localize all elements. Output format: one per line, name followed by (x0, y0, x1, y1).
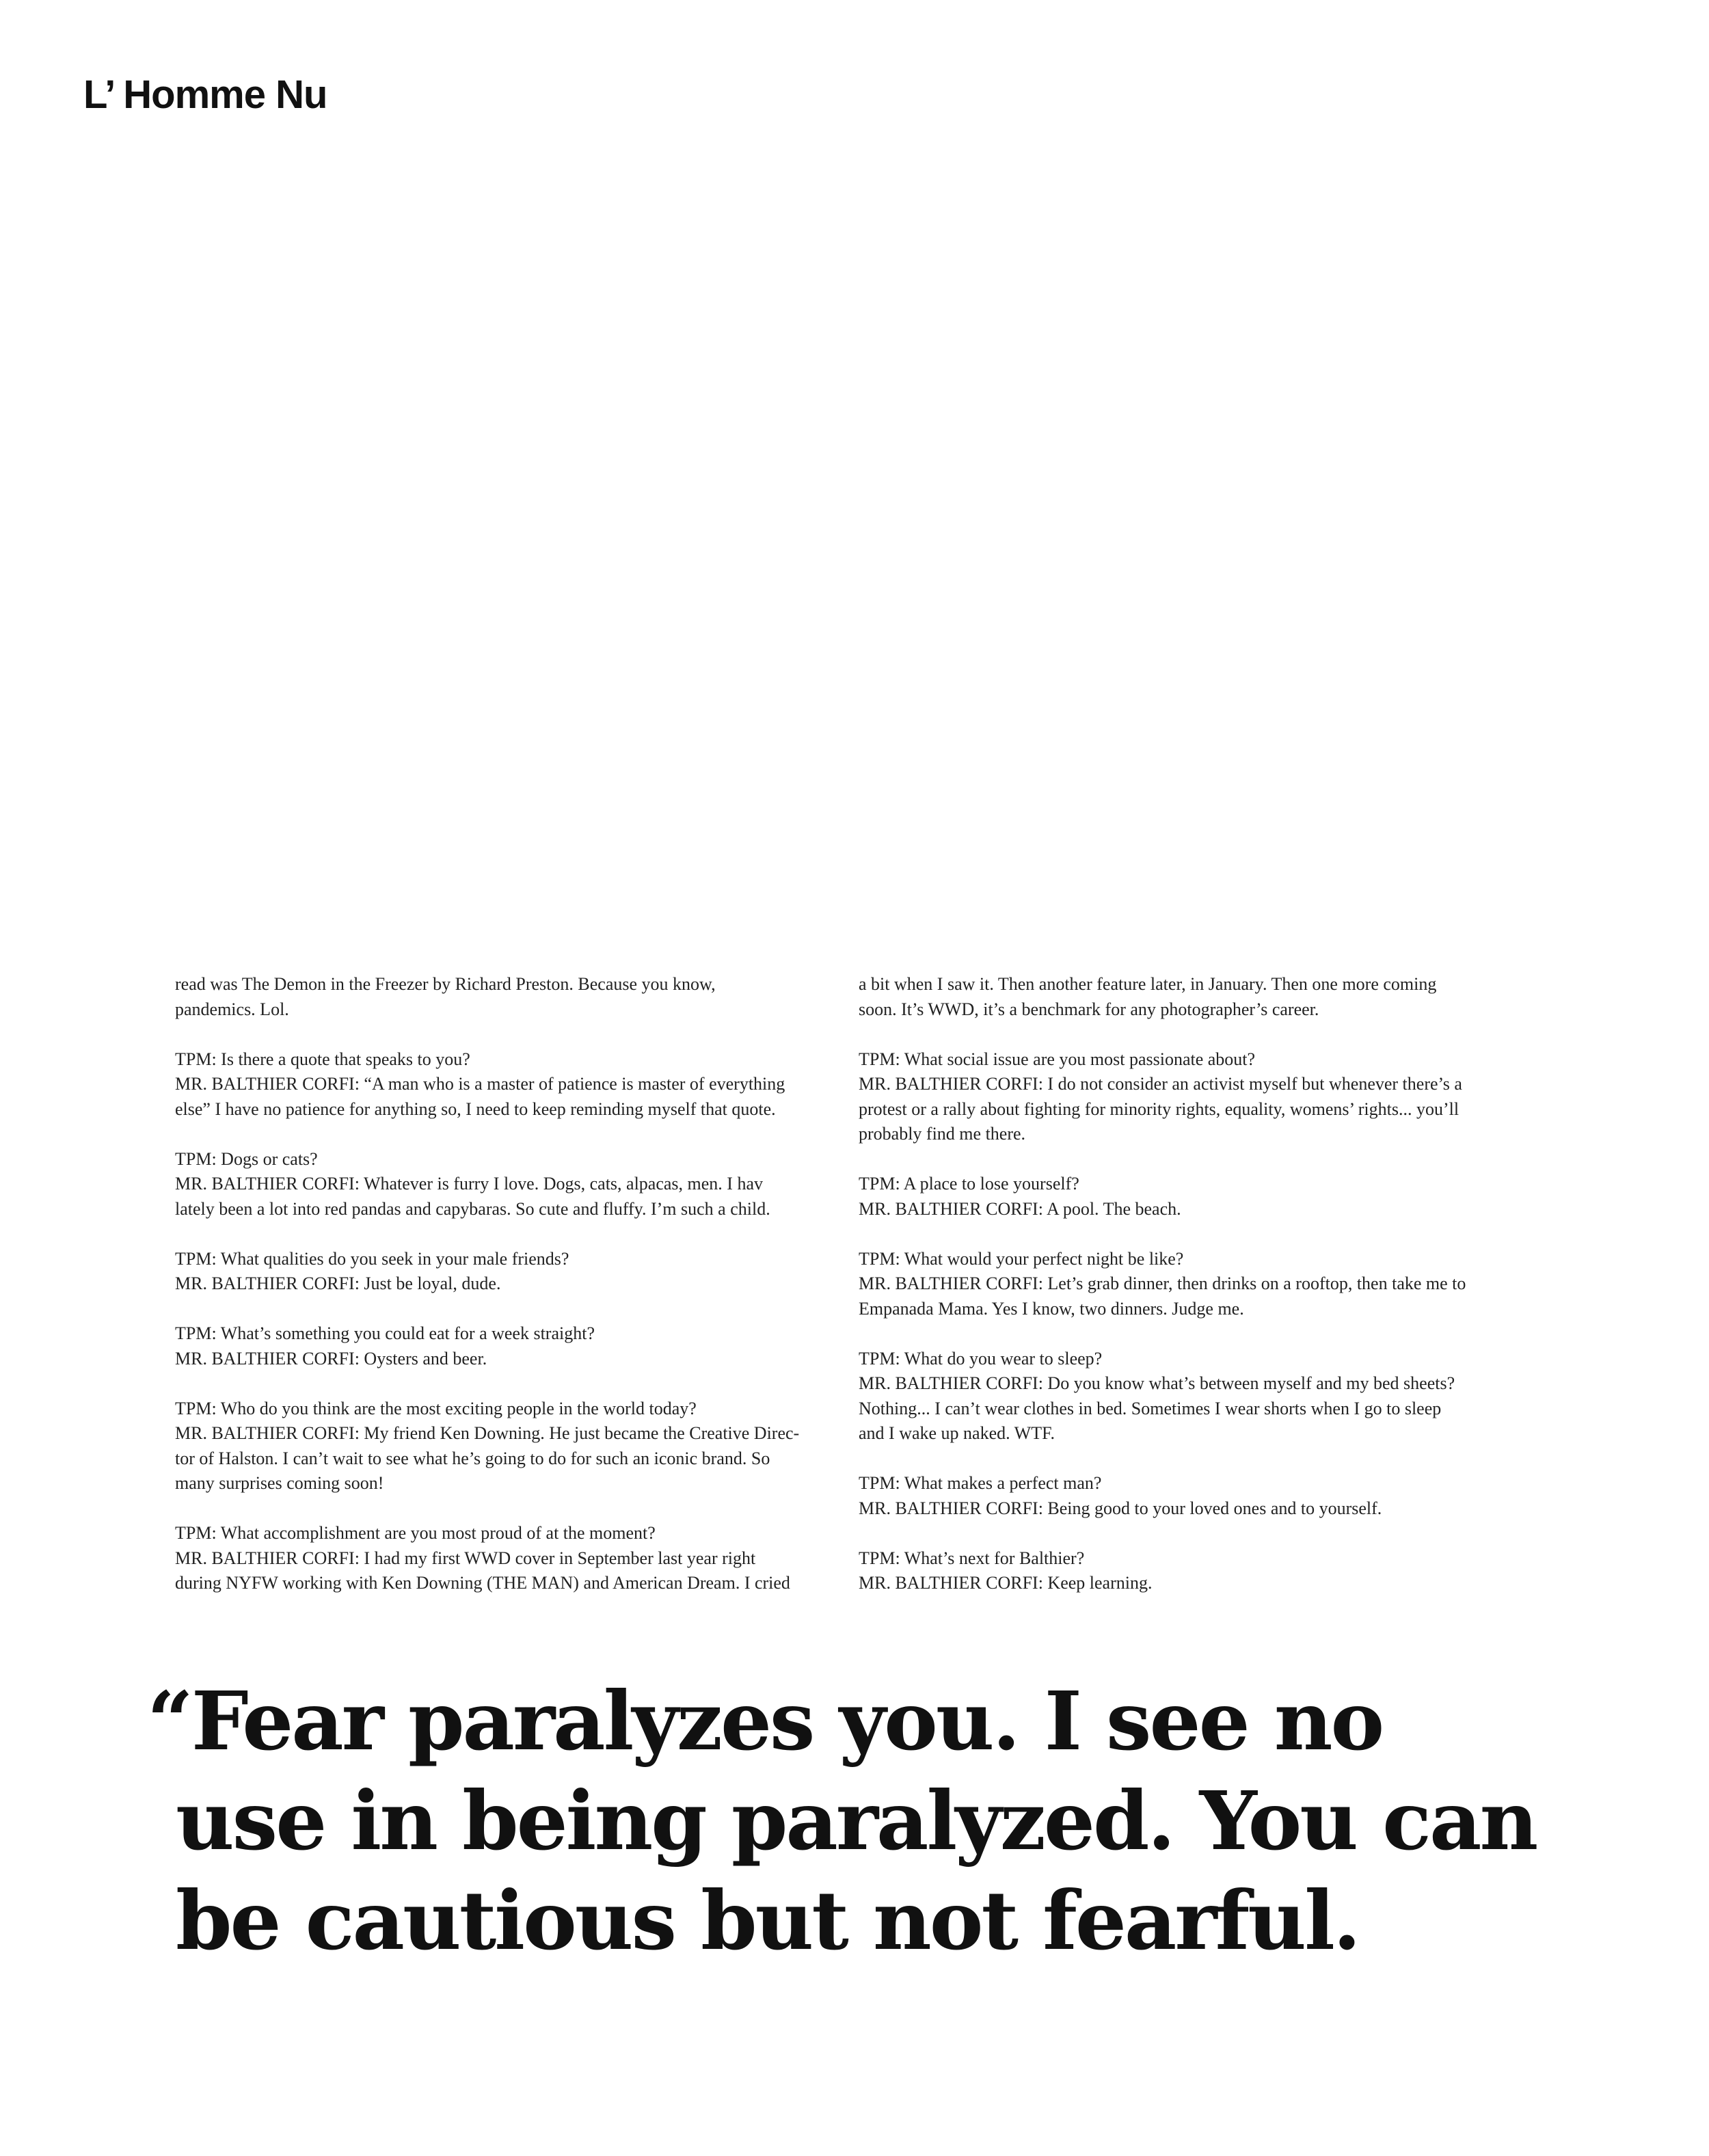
answer-line: MR. BALTHIER CORFI: Being good to your loved ones and to yourself. (859, 1498, 1382, 1518)
answer-line: protest or a rally about fighting for minority rights, equality, womens’ rights... you’ll (859, 1099, 1459, 1119)
text-line: pandemics. Lol. (175, 999, 289, 1019)
answer-line: MR. BALTHIER CORFI: Whatever is furry I love. Dogs, cats, alpacas, men. I hav (175, 1174, 764, 1194)
paragraph (175, 972, 845, 1022)
question-line: TPM: Is there a quote that speaks to you? (175, 1049, 470, 1069)
answer-line: MR. BALTHIER CORFI: Keep learning. (859, 1573, 1153, 1593)
qa-pair (175, 1521, 845, 1596)
answer-line: MR. BALTHIER CORFI: I had my first WWD cover in September last year right (175, 1548, 756, 1568)
answer-line: MR. BALTHIER CORFI: A pool. The beach. (859, 1198, 1181, 1219)
question-line: TPM: What accomplishment are you most proud of at the moment? (175, 1523, 656, 1543)
question-line: TPM: What’s something you could eat for a week straight? (175, 1323, 595, 1343)
text-line: read was The Demon in the Freezer by Richard Preston. Because you know, (175, 974, 716, 994)
question-line: TPM: What do you wear to sleep? (859, 1348, 1103, 1369)
qa-pair (859, 1047, 1529, 1147)
answer-line: Empanada Mama. Yes I know, two dinners. Judge me. (859, 1298, 1244, 1319)
answer-line: during NYFW working with Ken Downing (THE MAN) and American Dream. I cried (175, 1573, 790, 1593)
pull-quote-line: use in being paralyzed. You can (176, 1773, 1537, 1868)
answer-line: many surprises coming soon! (175, 1473, 384, 1493)
pull-quote-line: “Fear paralyzes you. I see no (147, 1673, 1383, 1768)
qa-pair (175, 1397, 845, 1496)
qa-pair (175, 1147, 845, 1222)
question-line: TPM: What makes a perfect man? (859, 1473, 1102, 1493)
answer-line: probably find me there. (859, 1124, 1026, 1144)
qa-pair (859, 1247, 1529, 1322)
qa-pair (859, 1347, 1529, 1446)
qa-pair (175, 1247, 845, 1297)
question-line: TPM: What’s next for Balthier? (859, 1548, 1085, 1568)
question-line: TPM: Who do you think are the most exciting people in the world today? (175, 1398, 697, 1418)
answer-line: MR. BALTHIER CORFI: Let’s grab dinner, then drinks on a rooftop, then take me to (859, 1274, 1466, 1293)
qa-pair (175, 1047, 845, 1122)
question-line: TPM: A place to lose yourself? (859, 1174, 1079, 1194)
question-line: TPM: Dogs or cats? (175, 1148, 318, 1169)
answer-line: MR. BALTHIER CORFI: Just be loyal, dude. (175, 1274, 501, 1293)
pull-quote (147, 1671, 1651, 1971)
answer-line: and I wake up naked. WTF. (859, 1423, 1055, 1443)
answer-line: Nothing... I can’t wear clothes in bed. Sometimes I wear shorts when I go to sleep (859, 1398, 1442, 1418)
interview-body (175, 972, 1529, 1601)
qa-pair (859, 1546, 1529, 1596)
answer-line: MR. BALTHIER CORFI: Do you know what’s between myself and my bed sheets? (859, 1373, 1455, 1393)
answer-line: MR. BALTHIER CORFI: My friend Ken Downing. He just became the Creative Direc- (175, 1423, 800, 1443)
question-line: TPM: What would your perfect night be like? (859, 1248, 1184, 1269)
qa-pair (175, 1321, 845, 1371)
qa-pair (859, 1471, 1529, 1521)
answer-line: MR. BALTHIER CORFI: “A man who is a master of patience is master of everything (175, 1074, 785, 1094)
text-line: soon. It’s WWD, it’s a benchmark for any photographer’s career. (859, 999, 1319, 1019)
magazine-title: L’ Homme Nu (83, 72, 327, 117)
qa-pair (859, 1172, 1529, 1222)
question-line: TPM: What social issue are you most passionate about? (859, 1049, 1256, 1069)
answer-line: tor of Halston. I can’t wait to see what he’s going to do for such an iconic brand. So (175, 1448, 770, 1468)
answer-line: MR. BALTHIER CORFI: Oysters and beer. (175, 1348, 487, 1369)
interview-column-right (859, 972, 1529, 1601)
question-line: TPM: What qualities do you seek in your male friends? (175, 1248, 569, 1269)
answer-line: lately been a lot into red pandas and capybaras. So cute and fluffy. I’m such a child. (175, 1198, 770, 1219)
paragraph (859, 972, 1529, 1022)
answer-line: else” I have no patience for anything so, I need to keep reminding myself that quote. (175, 1099, 776, 1119)
pull-quote-line: be cautious but not fearful. (176, 1873, 1359, 1968)
answer-line: MR. BALTHIER CORFI: I do not consider an activist myself but whenever there’s a (859, 1074, 1462, 1094)
text-line: a bit when I saw it. Then another feature later, in January. Then one more coming (859, 974, 1437, 994)
interview-column-left (175, 972, 845, 1601)
